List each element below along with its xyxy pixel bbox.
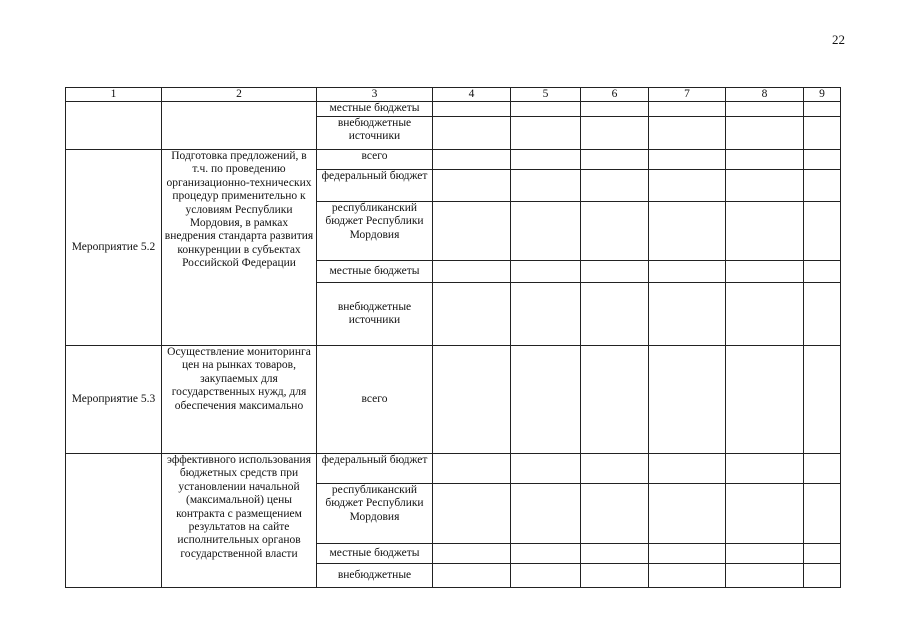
measure-description: Подготовка предложений, в т.ч. по проведению организационно-технических процедур применительно к условиям Республики Мордовия, в рамках внедрения стандарта развития конкуренции в субъектах Российской Федерации	[162, 150, 317, 346]
source-cell: внебюджетные источники	[317, 283, 433, 346]
source-cell: местные бюджеты	[317, 261, 433, 283]
header-cell: 1	[66, 88, 162, 102]
header-cell: 3	[317, 88, 433, 102]
source-cell: федеральный бюджет	[317, 170, 433, 202]
source-cell: местные бюджеты	[317, 102, 433, 117]
source-cell: местные бюджеты	[317, 544, 433, 564]
source-cell: всего	[317, 346, 433, 454]
header-cell: 9	[804, 88, 841, 102]
source-cell: внебюджетные	[317, 564, 433, 588]
header-cell: 8	[726, 88, 804, 102]
header-cell: 2	[162, 88, 317, 102]
table-row	[66, 454, 841, 484]
header-row	[66, 88, 841, 102]
source-cell: внебюджетные источники	[317, 117, 433, 150]
table-row	[66, 102, 841, 117]
budget-table	[65, 87, 841, 588]
table-row	[66, 346, 841, 454]
page-number: 22	[832, 32, 845, 47]
source-cell: федеральный бюджет	[317, 454, 433, 484]
header-cell: 6	[581, 88, 649, 102]
measure-cell	[66, 454, 162, 588]
header-cell: 4	[433, 88, 511, 102]
measure-description: эффективного использования бюджетных средств при установлении начальной (максимальной) цены контракта с размещением результатов на сайте исполнительных органов государственной власти	[162, 454, 317, 588]
source-cell: республиканский бюджет Республики Мордовия	[317, 484, 433, 544]
table-row	[66, 150, 841, 170]
measure-label: Мероприятие 5.2	[66, 150, 162, 346]
measure-label: Мероприятие 5.3	[66, 346, 162, 454]
source-cell: республиканский бюджет Республики Мордовия	[317, 202, 433, 261]
description-cell	[162, 102, 317, 150]
measure-cell	[66, 102, 162, 150]
source-cell: всего	[317, 150, 433, 170]
measure-description: Осуществление мониторинга цен на рынках товаров, закупаемых для государственных нужд, для обеспечения максимально	[162, 346, 317, 454]
header-cell: 7	[649, 88, 726, 102]
header-cell: 5	[511, 88, 581, 102]
